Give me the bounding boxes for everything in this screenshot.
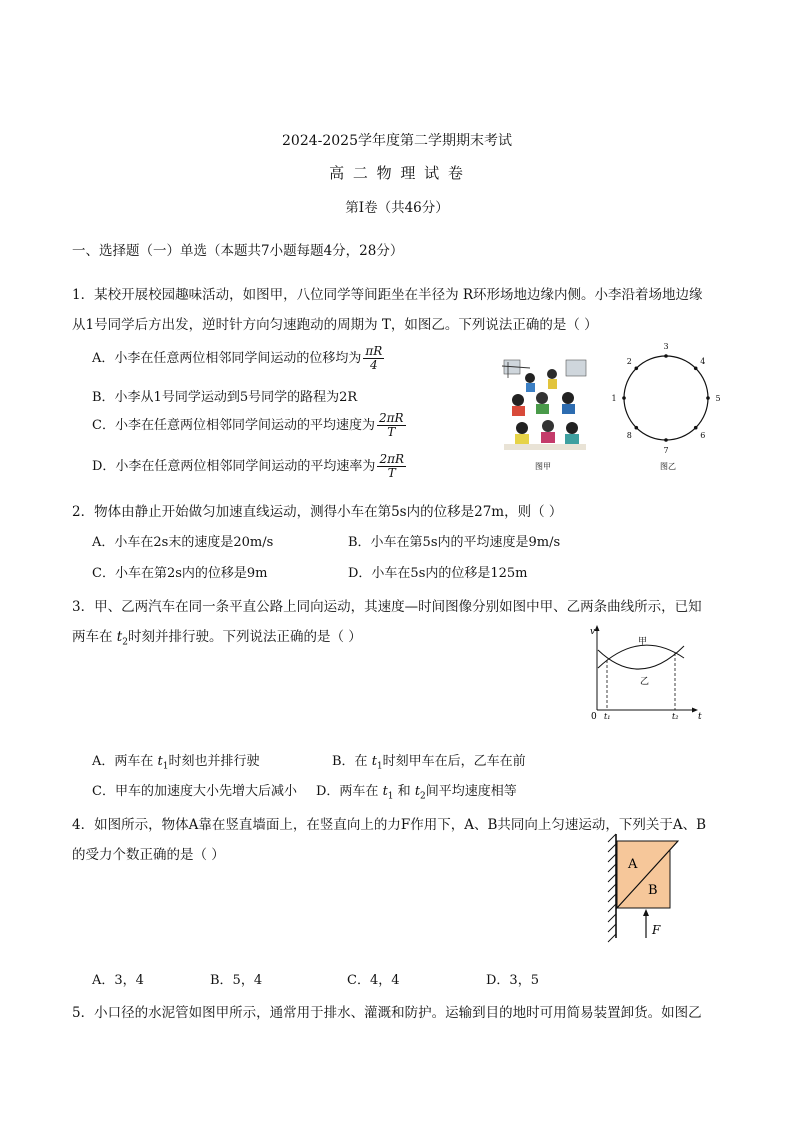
q3-stem-line2 <box>72 625 362 648</box>
label-f: F <box>652 923 661 937</box>
seat-label-5: 5 <box>715 394 721 403</box>
force-arrowhead <box>643 909 649 916</box>
velocity-time-graph <box>588 622 704 722</box>
seat-label-6: 6 <box>700 430 706 440</box>
fraction-denominator: T <box>387 466 396 480</box>
t-symbol: t <box>382 784 388 799</box>
seat-point-1 <box>622 396 626 400</box>
fraction <box>377 453 406 480</box>
figure-b-caption: 图乙 <box>660 462 676 471</box>
fraction-numerator: 2πR <box>378 411 404 425</box>
fraction <box>363 345 384 372</box>
q2-option-b: B．小车在第5s内的平均速度是9m/s <box>348 535 561 550</box>
seat-point-8 <box>635 426 639 430</box>
fraction-numerator: πR <box>365 344 383 358</box>
label-b: B <box>648 883 658 898</box>
t1-label: t₁ <box>604 712 611 721</box>
seat-label-2: 2 <box>626 357 632 367</box>
text: 时刻也并排行驶 <box>168 754 260 769</box>
q3-stem-line1: 3．甲、乙两汽车在同一条平直公路上同向运动，其速度—时间图像分别如图中甲、乙两条曲线所示，已知 <box>72 599 702 615</box>
seat-point-2 <box>635 367 639 371</box>
q5-stem-line1: 5．小口径的水泥管如图甲所示，通常用于排水、灌溉和防护。运输到目的地时可用简易装置卸货。如图乙 <box>72 1005 702 1021</box>
wall-hatching <box>608 834 616 942</box>
fraction-numerator: 2πR <box>379 452 404 466</box>
text: A．两车在 <box>92 754 158 769</box>
q1-stem-line2: 从1号同学后方出发，逆时针方向匀速跑动的周期为 T，如图乙。下列说法正确的是（ ） <box>72 317 598 333</box>
q2-stem: 2．物体由静止开始做匀加速直线运动，测得小车在第5s内的位移是27m，则（ ） <box>72 504 563 520</box>
text: B．在 <box>332 754 372 769</box>
text: D．两车在 <box>316 784 383 799</box>
circle-diagram <box>612 340 740 464</box>
part-title: 第Ⅰ卷（共46分） <box>345 200 449 216</box>
q1-option-c <box>92 412 406 439</box>
q3-option-d <box>316 780 517 802</box>
t-symbol: t <box>414 784 421 799</box>
subscript: 1 <box>387 791 394 802</box>
q1-stem-line1: 1．某校开展校园趣味活动，如图甲，八位同学等间距坐在半径为 R环形场地边缘内侧。小李沿着场地边缘 <box>72 287 703 303</box>
origin-label: 0 <box>591 712 597 722</box>
subscript: 2 <box>122 637 128 648</box>
seat-point-7 <box>664 438 668 442</box>
t-symbol: t <box>371 754 377 769</box>
text: 和 <box>397 784 415 799</box>
label-a: A <box>628 857 638 872</box>
q4-option-a: A．3，4 <box>92 973 144 988</box>
jia-label: 甲 <box>638 637 648 647</box>
q4-stem-line2: 的受力个数正确的是（ ） <box>72 847 225 863</box>
yi-label: 乙 <box>640 677 650 687</box>
q3-option-c: C．甲车的加速度大小先增大后减小 <box>92 784 297 799</box>
t2-label: t₂ <box>672 712 679 721</box>
text: 时刻甲车在后，乙车在前 <box>382 754 526 769</box>
fraction-denominator: T <box>387 425 396 439</box>
v-axis-arrow <box>595 625 600 631</box>
figure-a-caption: 图甲 <box>535 462 551 471</box>
seat-label-1: 1 <box>612 394 617 403</box>
q2-option-a: A．小车在2s末的速度是20m/s <box>92 535 274 550</box>
q2-option-c: C．小车在第2s内的位移是9m <box>92 566 268 581</box>
q3-option-b <box>332 750 526 772</box>
q3-option-a <box>92 750 260 772</box>
fraction-denominator: 4 <box>370 358 378 372</box>
t-label: t <box>698 712 702 722</box>
text: 两车在 <box>72 629 117 645</box>
seat-label-7: 7 <box>663 446 669 455</box>
t-symbol: t <box>157 754 163 769</box>
q1-option-c-text: C．小李在任意两位相邻同学间运动的平均速度为 <box>92 418 375 433</box>
q1-option-a <box>92 345 384 372</box>
seat-point-4 <box>694 367 698 371</box>
q1-option-a-text: A．小李在任意两位相邻同学间运动的位移均为 <box>92 351 362 366</box>
text: 间平均速度相等 <box>425 784 517 799</box>
q4-stem-line1: 4．如图所示，物体A靠在竖直墙面上，在竖直向上的力F作用下，A、B共同向上匀速运动，下列关于A、B <box>72 817 707 833</box>
section-heading: 一、选择题（一）单选（本题共7小题每题4分，28分） <box>72 243 404 259</box>
seat-point-3 <box>664 354 668 358</box>
q4-option-d: D．3，5 <box>486 973 539 988</box>
subject-title: 高 二 物 理 试 卷 <box>329 164 465 182</box>
q1-option-d <box>92 453 406 480</box>
fraction <box>377 412 406 439</box>
seat-label-3: 3 <box>663 342 669 351</box>
t-symbol: t <box>116 629 123 645</box>
seat-label-4: 4 <box>700 357 706 367</box>
q1-option-d-text: D．小李在任意两位相邻同学间运动的平均速率为 <box>92 459 376 474</box>
seat-point-6 <box>694 426 698 430</box>
subscript: 1 <box>162 761 169 772</box>
subscript: 2 <box>420 791 426 802</box>
seat-label-8: 8 <box>626 430 632 440</box>
seat-point-5 <box>706 396 710 400</box>
exam-title: 2024-2025学年度第二学期期末考试 <box>282 133 512 149</box>
subscript: 1 <box>376 761 383 772</box>
wall-block-diagram <box>606 832 688 944</box>
q2-option-d: D．小车在5s内的位移是125m <box>348 566 528 581</box>
q1-option-b: B．小李从1号同学运动到5号同学的路程为2R <box>92 390 358 405</box>
q4-option-b: B．5，4 <box>210 973 263 988</box>
text: 时刻并排行驶。下列说法正确的是（ ） <box>127 629 362 645</box>
children-illustration <box>500 358 590 456</box>
v-label: v <box>590 627 596 637</box>
q4-option-c: C．4，4 <box>347 973 400 988</box>
